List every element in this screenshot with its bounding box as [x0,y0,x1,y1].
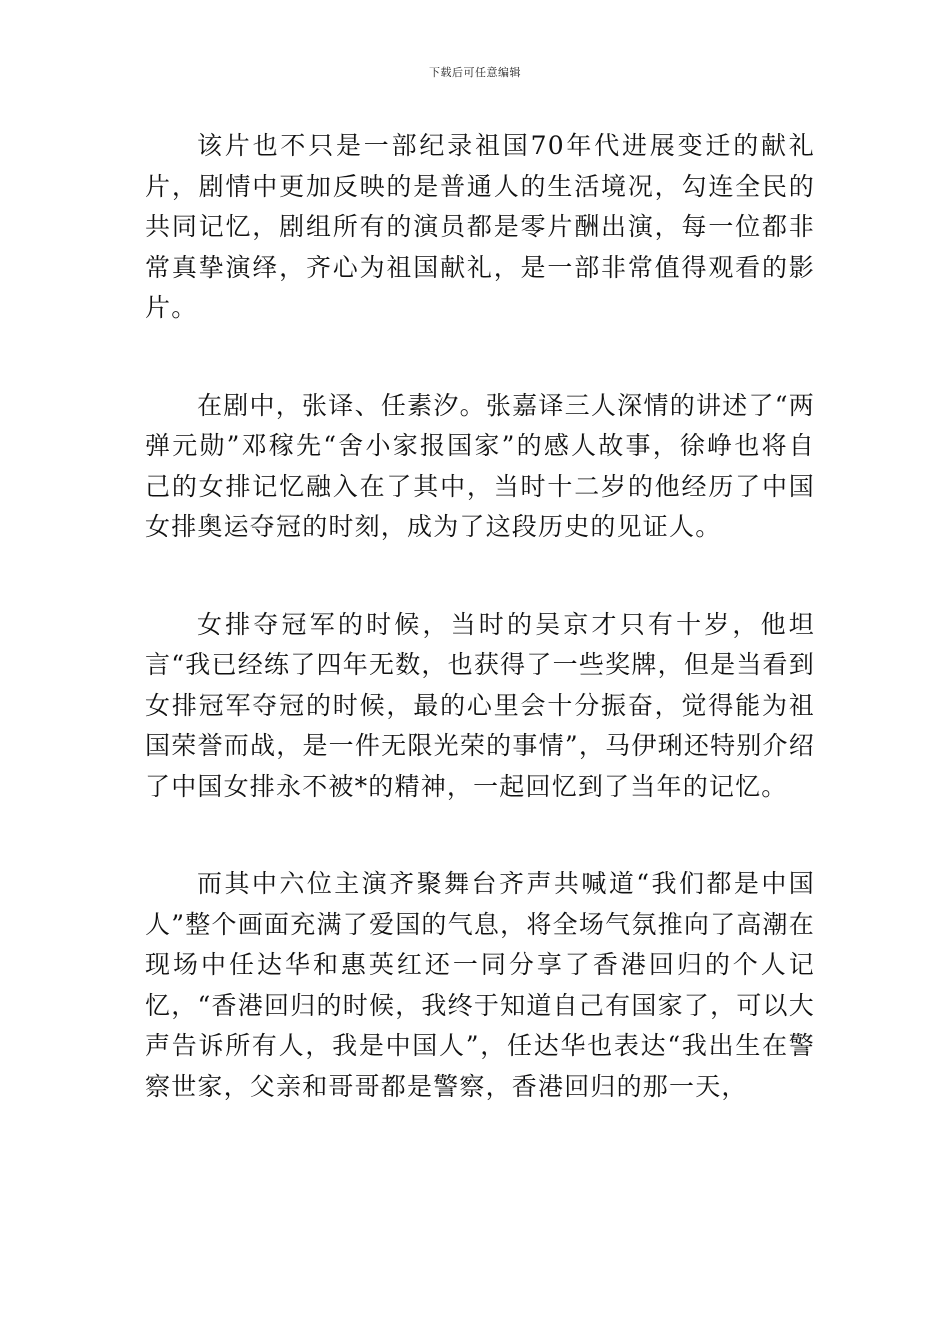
document-body [145,126,815,1107]
paragraph-1: 该片也不只是一部纪录祖国70年代进展变迁的献礼片，剧情中更加反映的是普通人的生活境况，勾连全民的共同记忆，剧组所有的演员都是零片酬出演，每一位都非常真挚演绎，齐心为祖国献礼，是一部非常值得观看的影片。 [145,131,815,322]
page-header: 下载后可任意编辑 [429,66,521,79]
paragraph-4: 而其中六位主演齐聚舞台齐声共喊道“我们都是中国人”整个画面充满了爱国的气息，将全场气氛推向了高潮在现场中任达华和惠英红还一同分享了香港回归的个人记忆，“香港回归的时候，我终于知道自己有国家了，可以大声告诉所有人，我是中国人”，任达华也表达“我出生在警察世家，父亲和哥哥都是警察，香港回归的那一天， [145,869,815,1101]
paragraph-2: 在剧中，张译、任素汐。张嘉译三人深情的讲述了“两弹元勋”邓稼先“舍小家报国家”的感人故事，徐峥也将自己的女排记忆融入在了其中，当时十二岁的他经历了中国女排奥运夺冠的时刻，成为了这段历史的见证人。 [145,390,815,541]
paragraph-3: 女排夺冠军的时候，当时的吴京才只有十岁，他坦言“我已经练了四年无数，也获得了一些奖牌，但是当看到女排冠军夺冠的时候，最的心里会十分振奋，觉得能为祖国荣誉而战，是一件无限光荣的事情”，马伊琍还特别介绍了中国女排永不被*的精神，一起回忆到了当年的记忆。 [145,609,815,801]
